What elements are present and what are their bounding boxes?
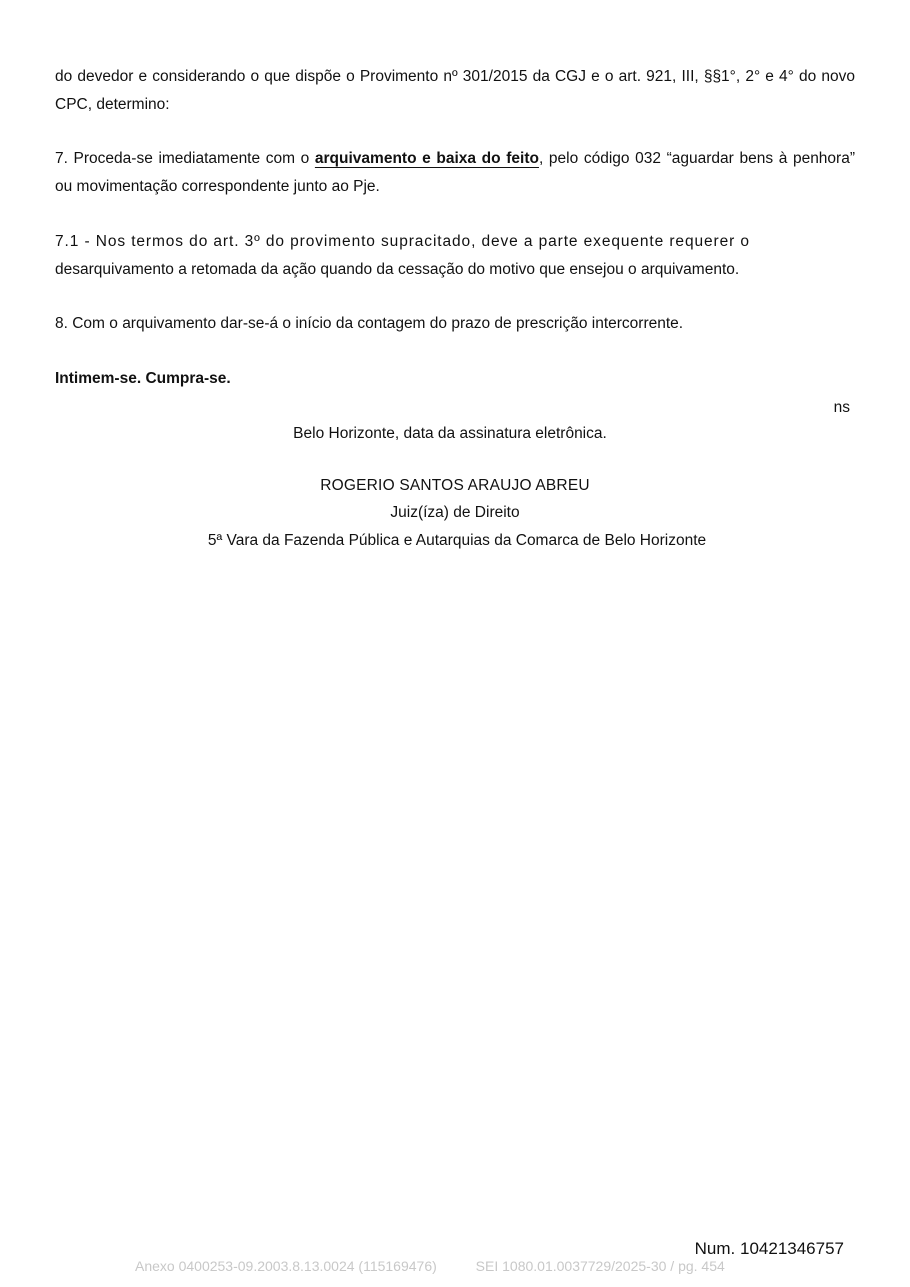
paragraph-7-1-line-2: desarquivamento a retomada da ação quando da cessação do motivo que ensejou o arquivamento. bbox=[55, 261, 740, 278]
document-number: Num. 10421346757 bbox=[694, 1239, 844, 1258]
paragraph-7 bbox=[55, 145, 855, 201]
closing-order: Intimem-se. Cumpra-se. bbox=[55, 370, 231, 387]
place-date: Belo Horizonte, data da assinatura eletrônica. bbox=[293, 425, 607, 442]
paragraph-7-1 bbox=[55, 228, 855, 284]
paragraph-7-start: 7. Proceda-se imediatamente com o bbox=[55, 150, 315, 167]
clerk-initials: ns bbox=[833, 399, 850, 416]
paragraph-7-end: , pelo código 032 “aguardar bens à penhora” ou movimentação correspondente junto ao Pje. bbox=[55, 150, 855, 195]
court-name: 5ª Vara da Fazenda Pública e Autarquias da Comarca de Belo Horizonte bbox=[207, 532, 707, 549]
judge-name: ROGERIO SANTOS ARAUJO ABREU bbox=[320, 477, 590, 494]
paragraph-7-1-line-1: 7.1 - Nos termos do art. 3º do provimento supracitado, deve a parte exequente requerer o bbox=[55, 233, 750, 250]
judge-role: Juiz(íza) de Direito bbox=[390, 504, 520, 521]
paragraph-7-emphasis: arquivamento e baixa do feito bbox=[314, 150, 539, 167]
paragraph-intro: do devedor e considerando o que dispõe o Provimento nº 301/2015 da CGJ e o art. 921, III, §§1°, 2° e 4° do novo CPC, determino: bbox=[55, 68, 855, 113]
paragraph-8: 8. Com o arquivamento dar-se-á o início da contagem do prazo de prescrição intercorrente. bbox=[55, 315, 684, 332]
annex-footer: Anexo 0400253-09.2003.8.13.0024 (115169476) SEI 1080.01.0037729/2025-30 / pg. 454 bbox=[135, 1258, 725, 1274]
